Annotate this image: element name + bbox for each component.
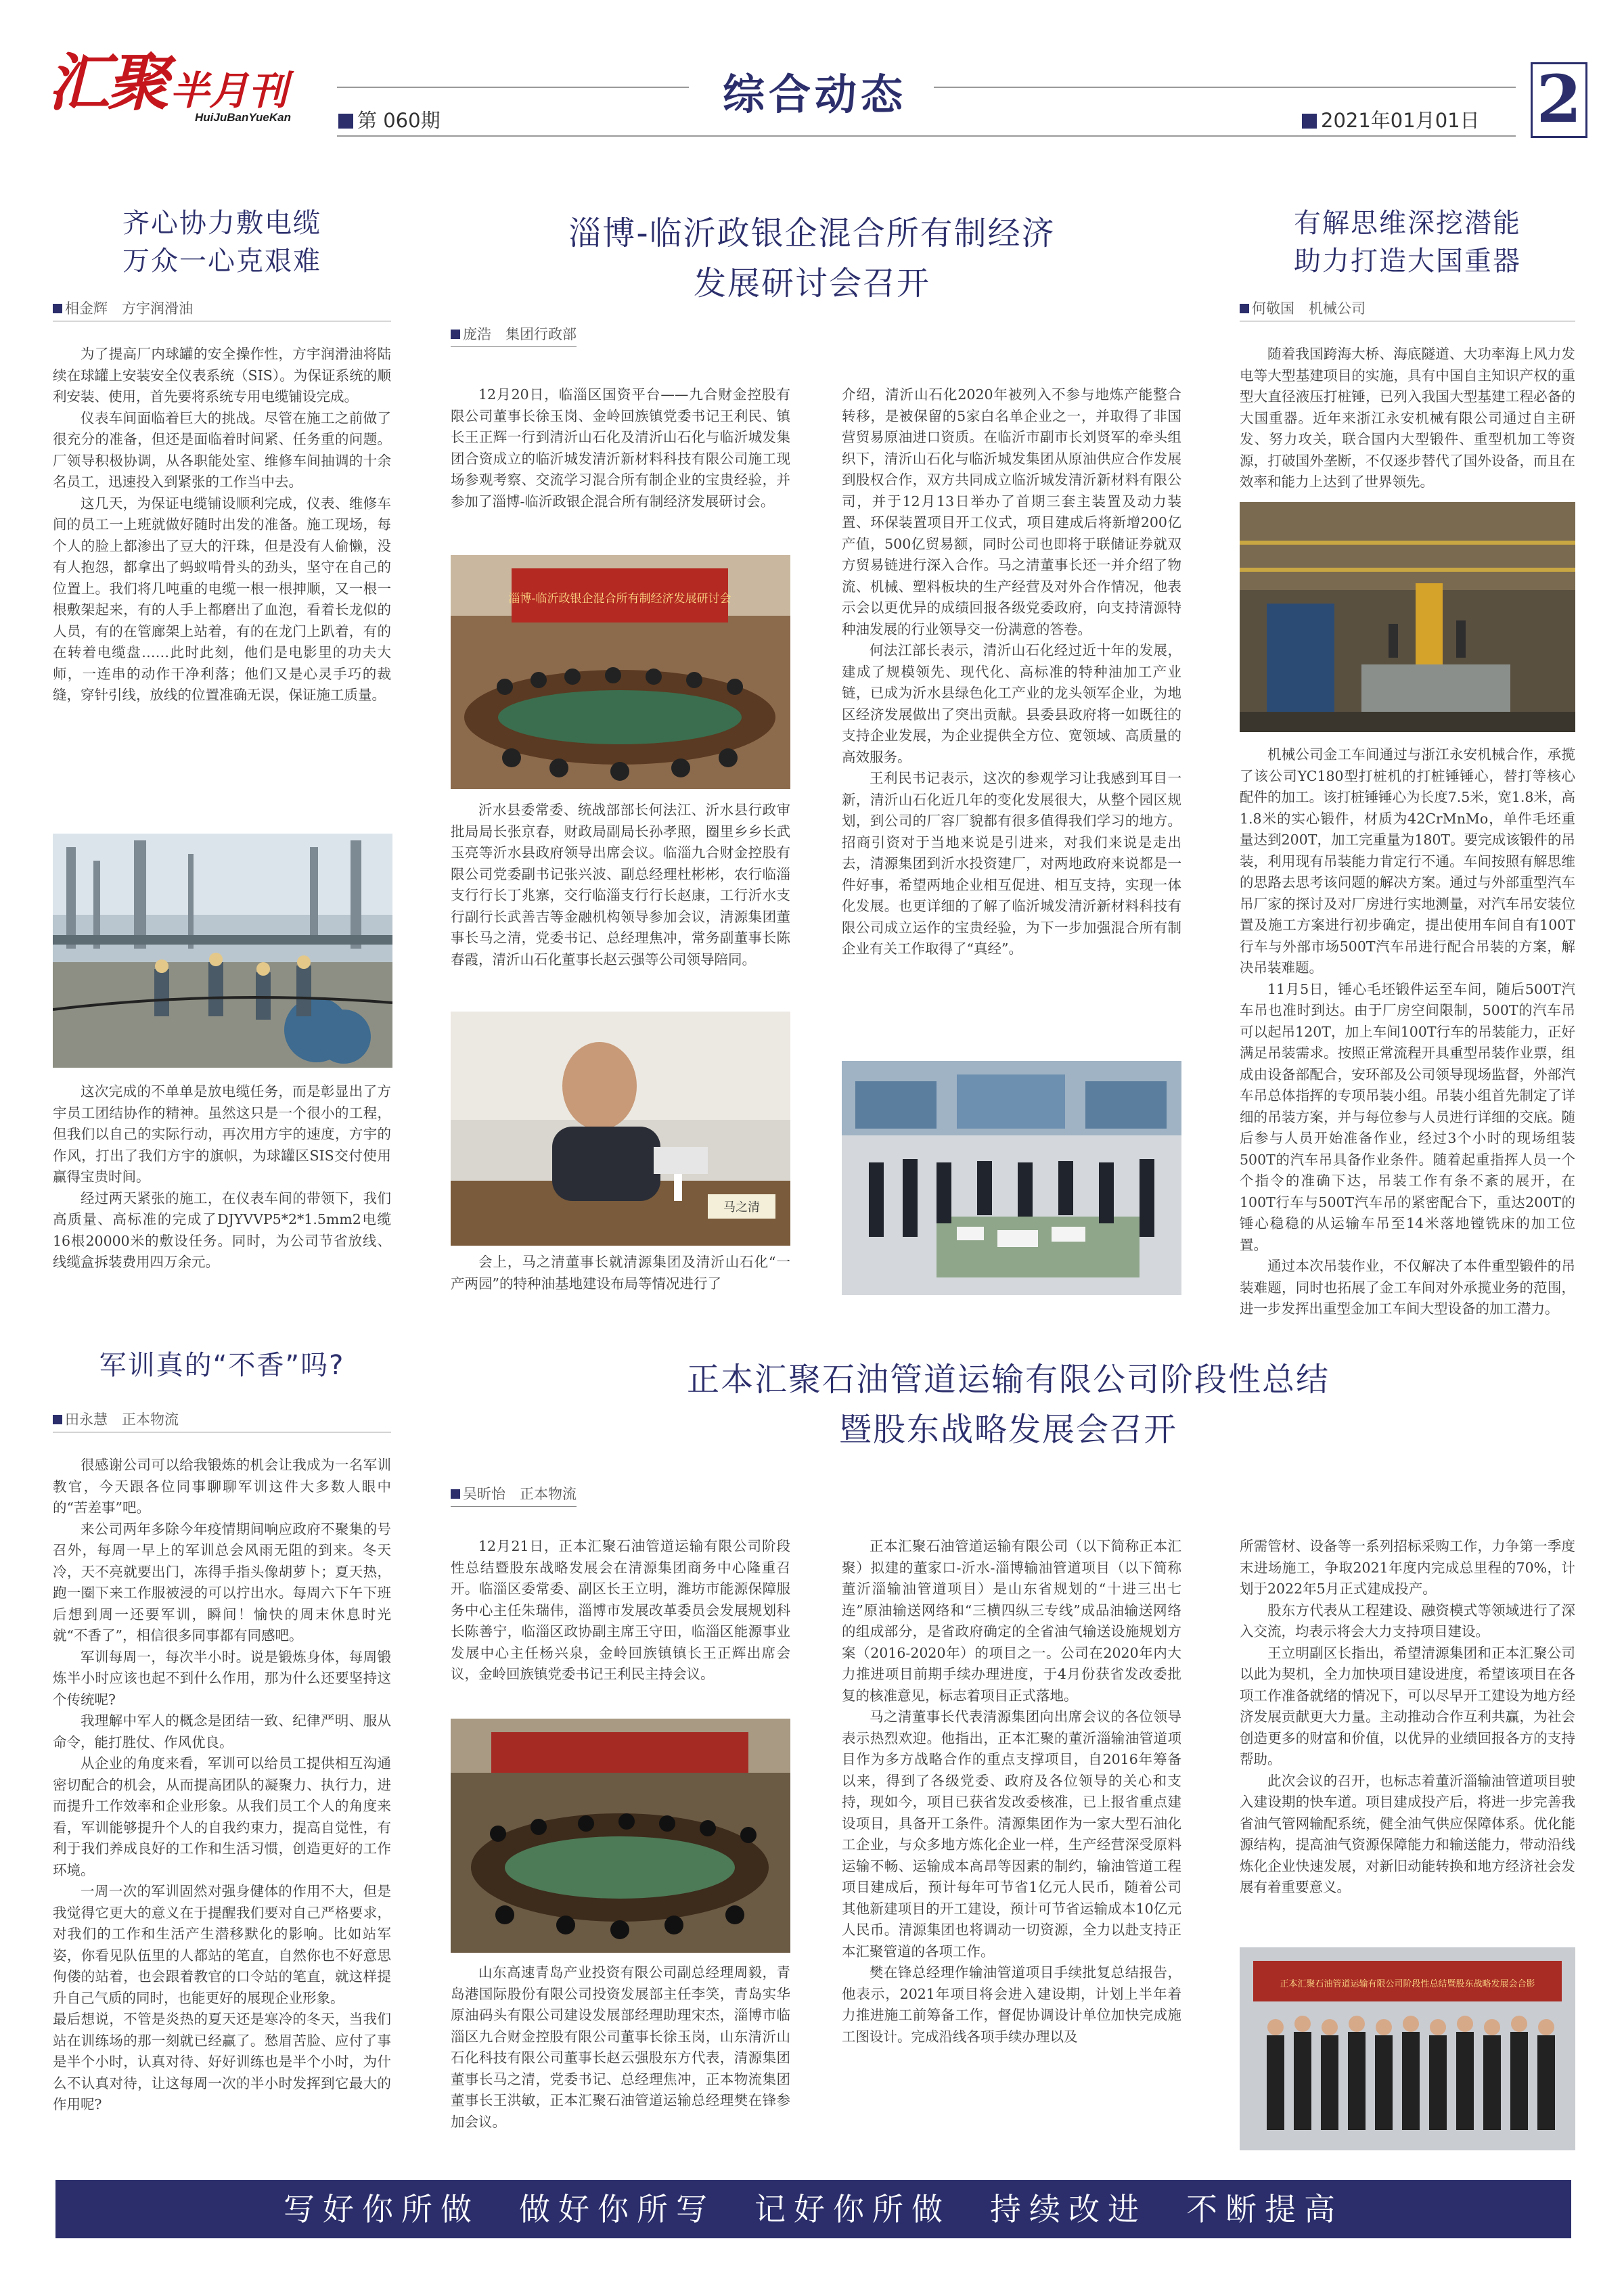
logo-pinyin: HuiJuBanYueKan bbox=[195, 111, 292, 124]
military-byline: 田永慧 正本物流 bbox=[53, 1409, 391, 1432]
square-bullet-icon bbox=[338, 114, 353, 129]
issue-date: 2021年01月01日 bbox=[1302, 106, 1480, 133]
shareholder-body-col1-bottom: 山东高速青岛产业投资有限公司副总经理周毅，青岛港国际股份有限公司投资发展部主任李笑，青岛实华原油码头有限公司建设发展部经理助理宋杰，淄博市临淄区九合财金控股有限公司董事长徐玉岗，山东清沂山石化科技有限公司董事长赵云强股东方代表，清源集团董事长马之清，党委书记、总经理焦冲，正本物流集团董事长王洪敏，正本汇聚石油管道运输总经理樊在锋参加会议。 bbox=[451, 1964, 790, 2130]
forum-body-col1-mid: 沂水县委常委、统战部部长何法江、沂水县行政审批局局长张京春，财政局副局长孙孝照，圈里乡乡长武玉亮等沂水县政府领导出席会议。临淄九合财金控股有限公司党委副书记张兴波、副总经理杜彬彬，农行临淄支行行长丁兆寨，交行临淄支行行长赵康，工行沂水支行副行长武善吉等金融机构领导参加会议，清源集团董事长马之清，党委书记、总经理焦冲，常务副董事长陈春霞，清沂山石化董事长赵云强等公司领导陪同。 bbox=[451, 802, 790, 968]
forum-banner-text: 淄博-临沂政银企混合所有制经济发展研讨会 bbox=[508, 592, 731, 606]
forge-title: 有解思维深挖潜能 助力打造大国重器 bbox=[1294, 208, 1521, 277]
shareholder-body-col3: 所需管材、设备等一系列招标采购工作，力争第一季度末进场施工，争取2021年度内完成总里程的70%，计划于2022年5月正式建成投产。 股东方代表从工程建设、融资模式等领域进行了深入交流，均表示将会大力支持项目建设。 王立明副区长指出，希望清源集团和正本汇聚公司以此为契机，全力加快项目建设进度，希望该项目在各项工作准备就绪的情况下，可以尽早开工建设为地方经济发展贡献更大力量。主动推动合作互利共赢，为社会创造更多的财富和价值，以优异的业绩回报各方的支持帮助。 此次会议的召开，也标志着董沂淄输油管道项目驶入建设期的快车道。项目建成投产后，将进一步完善我省油气管网输配系统，健全油气供应保障体系。优化能源结构，提高油气资源保障能力和输送能力，带动沿线炼化企业快速发展，对新旧动能转换和地方经济社会发展有着重要意义。 bbox=[1240, 1538, 1575, 1895]
cable-title: 齐心协力敷电缆 万众一心克艰难 bbox=[122, 208, 321, 277]
cable-byline: 相金辉 方宇润滑油 bbox=[53, 298, 391, 321]
military-title: 军训真的“不香”吗? bbox=[99, 1350, 345, 1381]
forge-body-top: 随着我国跨海大桥、海底隧道、大功率海上风力发电等大型基建项目的实施，具有中国自主知识产权的重型大直径液压打桩锤，已列入我国大型基建工程必备的大国重器。近年来浙江永安机械有限公司通过自主研发、努力攻关，联合国内大型锻件、重型机加工等资源，打破国外垄断，不仅逐步替代了国外设备，而且在效率和能力上达到了世界领先。 bbox=[1240, 346, 1575, 490]
shareholder-body-col2: 正本汇聚石油管道运输有限公司（以下简称正本汇聚）拟建的董家口-沂水-淄博输油管道项目（以下简称董沂淄输油管道项目）是山东省规划的“十进三出七连”原油输送网络和“三横四纵三专线”成品油输送网络的组成部分，是省政府确定的全省油气输送设施规划方案（2016-2020年）的项目之一。公司在2020年内大力推进项目前期手续办理进度，于4月份获省发改委批复的核准意见，标志着项目正式落地。 马之清董事长代表清源集团向出席会议的各位领导表示热烈欢迎。他指出，正本汇聚的董沂淄输油管道项目作为多方战略合作的重点支撑项目，自2016年筹备以来，得到了各级党委、政府及各位领导的关心和支持，现如今，项目已获省发改委核准，已上报省重点建设项目，具备开工条件。清源集团作为一家大型石油化工企业，与众多地方炼化企业一样，生产经营深受原料运输不畅、运输成本高昂等因素的制约，输油管道工程项目建成后，预计每年可节省1亿元人民币，随着公司其他新建项目的开工建设，预计可节省运输成本10亿元人民币。清源集团也将调动一切资源，全力以赴支持正本汇聚管道的各项工作。 樊在锋总经理作输油管道项目手续批复总结报告，他表示，2021年项目将会进入建设期，计划上半年着力推进施工前筹备工作，督促协调设计单位加快完成施工图设计。完成沿线各项手续办理以及 bbox=[842, 1538, 1181, 2045]
forge-body-bottom: 机械公司金工车间通过与浙江永安机械合作，承揽了该公司YC180型打桩机的打桩锤锤心，替打等核心配件的加工。该打桩锤锤心为长度7.5米，宽1.8米，高1.8米的实心锻件，材质为42CrMnMo，单件毛坯重量达到200T，加工完重量为180T。要完成该锻件的吊装，利用现有吊装能力肯定行不通。车间按照有解思维的思路去思考该问题的解决方案。通过与外部重型汽车吊厂家的探讨及对厂房进行实地测量，对汽车吊安装位置及施工方案进行初步确定，提出使用车间自有100T行车与外部市场500T汽车吊进行配合吊装的方案，解决吊装难题。 11月5日，锤心毛坯锻件运至车间，随后500T汽车吊也准时到达。由于厂房空间限制，500T的汽车吊可以起吊120T，加上车间100T行车的吊装能力，正好满足吊装需求。按照正常流程开具重型吊装作业票，组成由设备部配合，安环部及公司领导现场监督，外部汽车吊总体指挥的专项吊装小组。吊装小组首先制定了详细的吊装方案，并与每位参与人员进行详细的交底。随后参与人员开始准备作业，经过3个小时的现场组装500T的汽车吊具备作业条件。随着起重指挥人员一个个指令的准确下达，吊装工作有条不紊的展开，在100T行车与500T汽车吊的紧密配合下，重达200T的锤心稳稳的从运输车吊至14米落地镗铣床的加工位置。 通过本次吊装作业，不仅解决了本件重型锻件的吊装难题，同时也拓展了金工车间对外承揽业务的范围，进一步发挥出重型金加工车间大型设备的加工潜力。 bbox=[1240, 746, 1575, 1317]
cable-body-bottom: 这次完成的不单单是放电缆任务，而是彰显出了方宇员工团结协作的精神。虽然这只是一个很小的工程，但我们以自己的实际行动，再次用方宇的速度，方宇的作风，打出了我们方宇的旗帜，为球罐区SIS交付使用赢得宝贵时间。 经过两天紧张的施工，在仪表车间的带领下，我们高质量、高标准的完成了DJYVVP5*2*1.5mm2电缆16根20000米的敷设任务。同时，为公司节省放线、线缆盒拆装费用四万余元。 bbox=[53, 1083, 391, 1270]
logo-main: 汇聚 bbox=[47, 46, 167, 119]
forge-workshop-photo bbox=[1240, 502, 1575, 732]
military-body: 很感谢公司可以给我锻炼的机会让我成为一名军训教官，今天跟各位同事聊聊军训这件大多数人眼中的“苦差事”吧。 来公司两年多除今年疫情期间响应政府不聚集的号召外，每周一早上的军训总会风雨无阻的到来。冬天冷，天不亮就要出门，冻得手指头像胡萝卜；夏天热，跑一圈下来工作服被浸的可以拧出水。每周六下午下班后想到周一还要军训，瞬间！愉快的周末休息时光就“不香了”，相信很多同事都有同感吧。 军训每周一，每次半小时。说是锻炼身体，每周锻炼半小时应该也起不到什么作用，那为什么还要坚持这个传统呢? 我理解中军人的概念是团结一致、纪律严明、服从命令，能打胜仗、作风优良。 从企业的角度来看，军训可以给员工提供相互沟通密切配合的机会，从而提高团队的凝聚力、执行力，进而提升工作效率和企业形象。从我们员工个人的角度来看，军训能够提升个人的自我约束力，提高自觉性，有利于我们养成良好的工作和生活习惯，创造更好的工作环境。 一周一次的军训固然对强身健体的作用不大，但是我觉得它更大的意义在于提醒我们要对自己严格要求，对我们的工作和生活产生潜移默化的影响。比如站军姿，你看见队伍里的人都站的笔直，自然你也不好意思佝偻的站着，也会跟着教官的口令站的笔直，就这样提升自己气质的同时，也能更好的展现企业形象。 最后想说，不管是炎热的夏天还是寒冷的冬天，当我们站在训练场的那一刻就已经赢了。愁眉苦脸、应付了事是半个小时，认真对待、好好训练也是半个小时，为什么不认真对待，让这每周一次的半小时发挥到它最大的作用呢? bbox=[53, 1457, 391, 2112]
shareholder-meeting-photo bbox=[451, 1719, 790, 1953]
forum-meeting-photo bbox=[451, 555, 790, 789]
nameplate-text: 马之清 bbox=[723, 1200, 760, 1215]
chairman-speaking-photo bbox=[451, 1012, 790, 1246]
forum-title: 淄博-临沂政银企混合所有制经济 发展研讨会召开 bbox=[568, 214, 1056, 302]
section-title: 综合动态 bbox=[723, 70, 907, 119]
cable-body-top: 为了提高厂内球罐的安全操作性，方宇润滑油将陆续在球罐上安装安全仪表系统（SIS）。为保证系统的顺利安装、使用，首先要将系统专用电缆铺设完成。 仪表车间面临着巨大的挑战。尽管在施工之前做了很充分的准备，但还是面临着时间紧、任务重的问题。厂领导积极协调，从各职能处室、维修车间抽调的十余名员工，迅速投入到紧张的工作当中去。 这几天，为保证电缆铺设顺利完成，仪表、维修车间的员工一上班就做好随时出发的准备。施工现场，每个人的脸上都渗出了豆大的汗珠，但是没有人偷懒，没有人抱怨，都拿出了蚂蚁啃骨头的劲头，坚守在自己的位置上。我们将几吨重的电缆一根一根抻顺，又一根一根敷架起来，有的人手上都磨出了血泡，看着长龙似的人员，有的在管廊架上站着，有的在龙门上趴着，有的在转着电缆盘……此时此刻，他们是电影里的功夫大师，一连串的动作干净利落；他们又是心灵手巧的裁缝，穿针引线，放线的位置准确无误，保证施工质量。 bbox=[53, 346, 391, 703]
issue-number: 第 060期 bbox=[338, 106, 441, 133]
square-bullet-icon bbox=[1302, 114, 1317, 129]
header-rule-left bbox=[337, 87, 689, 88]
forum-byline: 庞浩 集团行政部 bbox=[451, 323, 577, 347]
shareholder-title: 正本汇聚石油管道运输有限公司阶段性总结 暨股东战略发展会召开 bbox=[686, 1361, 1330, 1449]
group-banner-text: 正本汇聚石油管道运输有限公司阶段性总结暨股东战略发展会合影 bbox=[1280, 1979, 1535, 1989]
header-rule-bottom bbox=[337, 135, 1516, 137]
shareholder-body-col1-top: 12月21日，正本汇聚石油管道运输有限公司阶段性总结暨股东战略发展会在清源集团商务中心隆重召开。临淄区委常委、副区长王立明，潍坊市能源保障服务中心主任朱瑞伟，淄博市发展改革委员会发展规划科长陈善宁，临淄区政协副主席王守田，临淄区能源事业发展中心主任杨兴泉，金岭回族镇镇长王正辉出席会议，金岭回族镇党委书记王利民主持会议。 bbox=[451, 1538, 790, 1682]
forum-body-col1-bottom: 会上，马之清董事长就清源集团及清沂山石化“一产两园”的特种油基地建设布局等情况进行了 bbox=[451, 1254, 790, 1292]
masthead-logo bbox=[47, 46, 332, 130]
footer-slogan-bar bbox=[55, 2180, 1571, 2238]
header-rule-right bbox=[934, 87, 1516, 88]
cable-laying-photo bbox=[53, 834, 392, 1068]
forum-body-col1-top: 12月20日，临淄区国资平台——九合财金控股有限公司董事长徐玉岗、金岭回族镇党委书记王利民、镇长王正辉一行到清沂山石化及清沂山石化与临沂城发集团合资成立的临沂城发清沂新材料科技有限公司施工现场参观考察、交流学习混合所有制企业的宝贵经验，并参加了淄博-临沂政银企混合所有制经济发展研讨会。 bbox=[451, 386, 790, 510]
forum-body-col2: 介绍，清沂山石化2020年被列入不参与地炼产能整合转移，是被保留的5家白名单企业之一，并取得了非国营贸易原油进口资质。在临沂市副市长刘贤军的牵头组织下，清沂山石化与临沂城发集团从原油供应合作发展到股权合作，双方共同成立临沂城发清沂新材料有限公司，并于12月13日举办了首期三套主装置及动力装置、环保装置项目开工仪式，项目建成后将新增200亿产值，500亿贸易额，同时公司也即将于联储证券就双方贸易链进行深入合作。马之清董事长还一并介绍了物流、机械、塑料板块的生产经营及对外合作情况，他表示会以更优异的成绩回报各级党委政府，向支持清源特种油发展的行业领导交一份满意的答卷。 何法江部长表示，清沂山石化经过近十年的发展，建成了规模领先、现代化、高标准的特种油加工产业链，已成为沂水县绿色化工产业的龙头领军企业，为地区经济发展做出了突出贡献。县委县政府将一如既往的支持企业发展，为企业提供全方位、宽领域、高质量的高效服务。 王利民书记表示，这次的参观学习让我感到耳目一新，清沂山石化近几年的变化发展很大，从整个园区规划，到公司的厂容厂貌都有很多值得我们学习的地方。招商引资对于当地来说是引进来，对我们来说是走出去，清源集团到沂水投资建厂，对两地政府来说都是一件好事，希望两地企业相互促进、相互支持，实现一体化发展。也更详细的了解了临沂城发清沂新材料科技有限公司成立运作的宝贵经验，为下一步加强混合所有制企业有关工作取得了“真经”。 bbox=[842, 386, 1181, 957]
group-photo bbox=[1240, 1947, 1575, 2150]
forge-byline: 何敬国 机械公司 bbox=[1240, 298, 1575, 321]
footer-slogan: 写好你所做 做好你所写 记好你所做 持续改进 不断提高 bbox=[284, 2191, 1343, 2227]
exhibition-hall-photo bbox=[842, 1061, 1181, 1295]
logo-sub: 半月刊 bbox=[170, 68, 288, 114]
shareholder-byline: 吴昕怡 正本物流 bbox=[451, 1483, 577, 1507]
page-number: 2 bbox=[1531, 62, 1587, 138]
